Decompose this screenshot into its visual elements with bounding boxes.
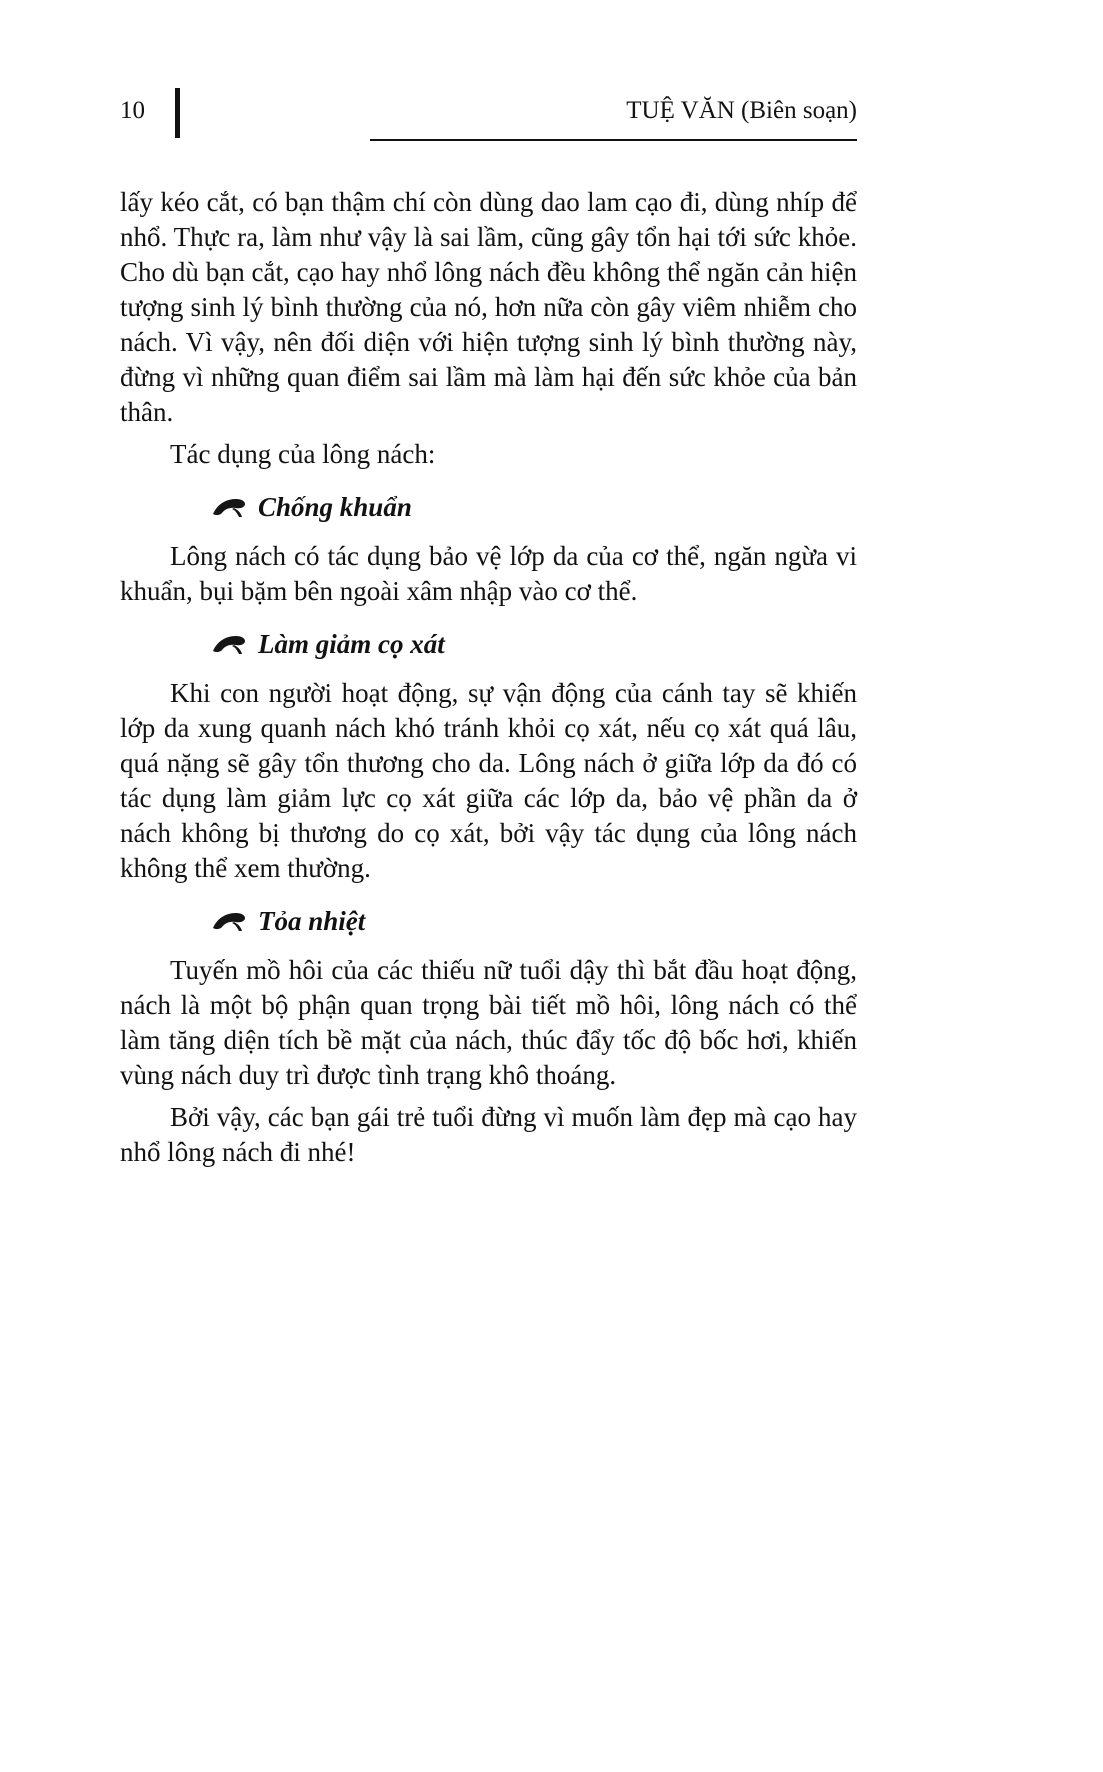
book-page (120, 88, 857, 1177)
floral-ornament-icon (212, 911, 246, 933)
page-header (120, 88, 857, 141)
section-title: Làm giảm cọ xát (258, 629, 445, 659)
section-title: Tỏa nhiệt (258, 906, 366, 936)
section-body: Lông nách có tác dụng bảo vệ lớp da của cơ thể, ngăn ngừa vi khuẩn, bụi bặm bên ngoài xâm nhập vào cơ thể. (120, 541, 857, 606)
section-heading (212, 490, 857, 525)
section-heading (212, 627, 857, 662)
section-body: Tuyến mồ hôi của các thiếu nữ tuổi dậy thì bắt đầu hoạt động, nách là một bộ phận quan trọng bài tiết mồ hôi, lông nách có thể làm tăng diện tích bề mặt của nách, thúc đẩy tốc độ bốc hơi, khiến vùng nách duy trì được tình trạng khô thoáng. (120, 955, 857, 1090)
section-body: Khi con người hoạt động, sự vận động của cánh tay sẽ khiến lớp da xung quanh nách khó tránh khỏi cọ xát, nếu cọ xát quá lâu, quá nặng sẽ gây tổn thương cho da. Lông nách ở giữa lớp da đó có tác dụng làm giảm lực cọ xát giữa các lớp da, bảo vệ phần da ở nách không bị thương do cọ xát, bởi vậy tác dụng của lông nách không thể xem thường. (120, 678, 857, 883)
running-title: TUỆ VĂN (Biên soạn) (370, 88, 857, 141)
page-number-divider (175, 88, 180, 138)
closing-paragraph: Bởi vậy, các bạn gái trẻ tuổi đừng vì muốn làm đẹp mà cạo hay nhổ lông nách đi nhé! (120, 1102, 857, 1167)
floral-ornament-icon (212, 634, 246, 656)
floral-ornament-icon (212, 497, 246, 519)
page-content (120, 185, 857, 1170)
page-number: 10 (120, 97, 145, 124)
paragraph-continuation: lấy kéo cắt, có bạn thậm chí còn dùng dao lam cạo đi, dùng nhíp để nhổ. Thực ra, làm như vậy là sai lầm, cũng gây tổn hại tới sức khỏe. Cho dù bạn cắt, cạo hay nhổ lông nách đều không thể ngăn cản hiện tượng sinh lý bình thường của nó, hơn nữa còn gây viêm nhiễm cho nách. Vì vậy, nên đối diện với hiện tượng sinh lý bình thường này, đừng vì những quan điểm sai lầm mà làm hại đến sức khỏe của bản thân. (120, 187, 857, 427)
intro-line: Tác dụng của lông nách: (170, 439, 436, 469)
section-heading (212, 904, 857, 939)
section-title: Chống khuẩn (258, 492, 412, 522)
